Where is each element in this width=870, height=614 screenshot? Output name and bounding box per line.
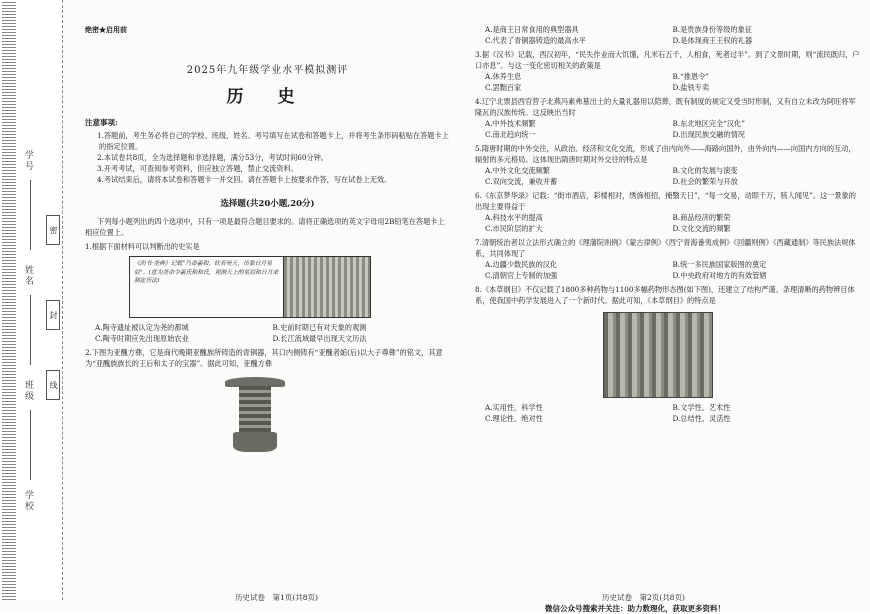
q1-options [85,322,450,344]
secret-mark: 绝密★启用前 [85,25,127,34]
note-item: 2.本试卷共8页，全为选择题和非选择题，满分53分，考试时间60分钟。 [97,153,328,162]
option-c: C.陶寺时期应先出现原始农业 [95,334,189,343]
seal-box: 封 [46,300,60,330]
page-footer-right: 历史试卷 第2页(共8页) [602,593,685,602]
q3-options [475,71,860,93]
question-4: 4.辽宁北票县西官营子北燕冯素弗墓出土的大量礼器用以陪葬，既有制度的规定又受当时形制，又有自立未改为阿旺将军隆瓦的汉族传统。这反映出当时 [475,97,856,117]
option-b: B.文学性、艺术性 [672,403,731,412]
option-a: A.中外文化交流频繁 [485,166,550,175]
option-a: A.陶寺遗址被认定为尧的都城 [95,323,189,332]
option-d: D.文化交流的频繁 [672,224,731,233]
option-c: C.南北趋向统一 [485,130,536,139]
option-a: A.休养生息 [485,72,522,81]
option-c: C.罢黜百家 [485,83,522,92]
instruction: 下列每小题列出的四个选项中，只有一项是最符合题目要求的。请将正确选项的英文字母用2B铅笔在答题卡上相应位置上。 [85,217,445,237]
option-b: B.东北地区完全“汉化” [672,119,745,128]
option-d: D.总结性、灵活性 [672,414,731,423]
option-b: B.商品经济的繁荣 [672,213,731,222]
q4-options [475,118,860,140]
option-d: D.社会的繁荣与开放 [672,177,738,186]
bronze-vessel-image [225,377,285,453]
q1-material-box [129,256,371,318]
question-7: 7.清朝统治者以立法形式确立的《理藩院则例》《蒙古律例》《西宁青海番夷成例》《回疆则例》《西藏通制》等民族法规体系，共同体现了 [475,238,856,258]
option-b: B.“推恩令” [672,72,709,81]
seal-box: 线 [46,370,60,400]
option-c: C.市民阶层的扩大 [485,224,543,233]
option-a: A.边疆少数民族的汉化 [485,260,558,269]
q6-options [475,212,860,234]
seal-box: 密 [46,215,60,245]
exam-title: 2025年九年级学业水平模拟测评 [186,65,349,76]
strip-line [30,410,31,480]
option-d: D.中央政府对地方的有效管辖 [672,271,767,280]
note-item: 4.考试结束后，请将本试卷和答题卡一并交回。请在答题卡上按要求作答，写在试卷上无效。 [97,175,392,184]
option-b: B.是贵族身份等级的象征 [672,25,752,34]
option-d: D.盐铁专卖 [672,83,710,92]
strip-label-class: 班级 [23,380,33,402]
question-8: 8.《本草纲目》不仅记载了1800多种药物与1100多幅药物形态图(如下图)，还建立了结构严谨、条理清晰的药物辨目体系，使我国中药学发展进入了一个新时代。据此可知，《本草纲目》的特点是 [475,285,855,305]
strip-label-name: 姓名 [23,265,33,287]
herbal-illustration [603,312,713,398]
option-a: A.实用性、科学性 [485,403,543,412]
question-2: 2.下图为亚醜方彝，它是商代晚期亚醜族所铸造的青铜器，其口内侧铸有“亚醜者姤(后)以大子尊彝”的铭文，其意为“亚醜族族长的王后和太子的宝器”。据此可知，亚醜方彝 [85,348,443,368]
option-a: A.是商王日常食用的典型器具 [485,25,579,34]
question-1: 1.根据下面材料可以判断出的史实是 [85,242,200,251]
strip-line [30,295,31,365]
q7-options [475,259,860,281]
option-c: C.清朝官上专制的加强 [485,271,558,280]
q1-quote: 《尚书·尧典》记载“乃命羲和，钦若昊天，历象日月星辰”。(意为尧命令羲氏和和氏，观测天上的星辰和日月来制定历法) [134,261,279,284]
option-b: B.史前时期已有对天象的观测 [272,323,367,332]
watermark-text: 微信公众号搜索并关注：助力数理化，获取更多资料！ [545,604,725,613]
option-d: D.是体现商王王权的礼器 [672,36,753,45]
q5-options [475,165,860,187]
q2-options [475,24,860,46]
note-item: 1.答题前，考生务必将自己的学校、班级、姓名、考号填写在试卷和答题卡上，并将考生条形码粘贴在答题卡上的指定位置。 [97,131,449,151]
option-d: D.长江流域最早出现天文历法 [272,334,367,343]
strip-label-school: 学校 [23,490,33,512]
option-a: A.中外技术频繁 [485,119,536,128]
option-c: C.理论性、绝对性 [485,414,543,423]
option-b: B.文化的发展与演变 [672,166,738,175]
binding-strip [0,0,63,600]
question-3: 3.据《汉书》记载，西汉初年，“民失作业而大饥馑，凡米石五千，人相食，死者过半”。到了文景时期，则“流民既归，户口亦息”。与这一变化密切相关的政策是 [475,50,860,70]
option-d: D.出现民族交融的情况 [672,130,745,139]
strip-label-id: 学号 [23,150,33,172]
notes-heading: 注意事项: [85,118,118,127]
option-b: B.统一多民族国家版图的奠定 [672,260,767,269]
subject-title: 历 史 [226,87,309,107]
option-c: C.代表了青铜器铸造的最高水平 [485,36,586,45]
right-column [475,24,860,424]
scan-edge [2,0,16,600]
strip-line [30,180,31,250]
page-footer-left: 历史试卷 第1页(共8页) [235,593,318,602]
q1-photo [283,257,370,317]
section-heading: 选择题(共20小题,20分) [220,199,315,209]
option-a: A.科技水平的提高 [485,213,543,222]
left-column [85,24,450,453]
q8-options [475,402,860,424]
question-5: 5.隋唐时期的中外交往，从政治、经济和文化交流，形成了由内向外——海路向国外，由外向内——向国内方向的互动，辐射的多元格局。这体现出隋唐时期对外交往的特点是 [475,144,856,164]
option-c: C.双向交流，兼收并蓄 [485,177,558,186]
note-item: 3.开考考试，可查阅参考资料，但应独立答题，禁止交流资料。 [97,164,298,173]
question-6: 6.《东京梦华录》记载：“街市酒店，彩楼相对，绣旆相招，掩翳天日”，“每一交易，动即千万，骇人闻见”。这一景象的出现主要得益于 [475,191,856,211]
